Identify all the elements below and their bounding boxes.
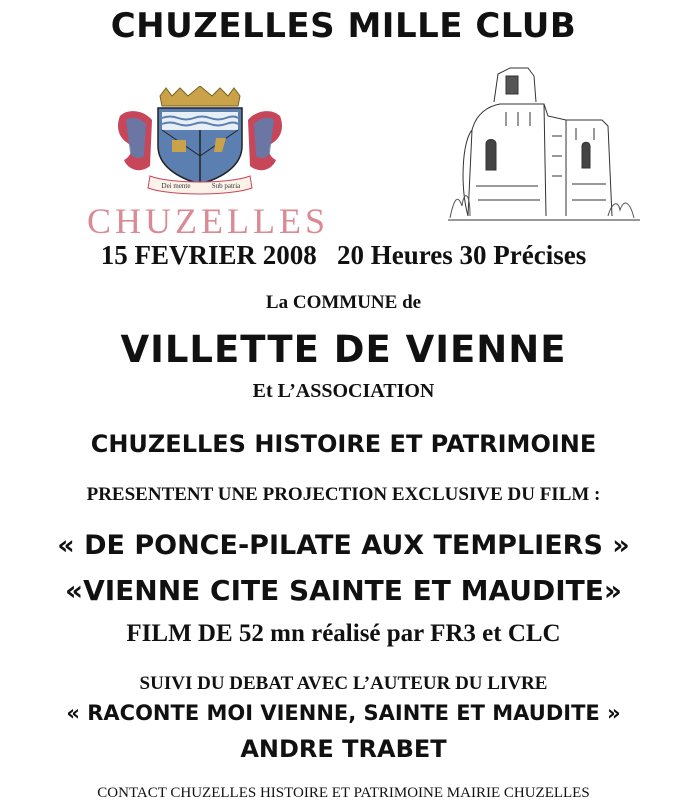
emblem-motto-left: Dei mente [161,182,191,190]
contact-text: CONTACT CHUZELLES HISTOIRE ET PATRIMOINE MAIRIE CHUZELLES [97,785,590,801]
town-name: CHUZELLES [87,201,329,241]
debate-intro: SUIVI DU DEBAT AVEC L’AUTEUR DU LIVRE [139,673,548,694]
presentation-text: PRESENTENT UNE PROJECTION EXCLUSIVE DU FILM : [86,484,601,505]
association-name: CHUZELLES HISTOIRE ET PATRIMOINE [90,430,597,458]
emblem-motto-right: Sub patria [211,182,241,190]
commune-intro: La COMMUNE de [265,292,422,313]
film-title-line-2: «VIENNE CITE SAINTE ET MAUDITE» [64,574,622,607]
author-name: ANDRE TRABET [240,735,447,763]
coat-of-arms-emblem [110,86,290,198]
club-title: CHUZELLES MILLE CLUB [110,6,577,46]
chapel-drawing [448,66,640,226]
event-date-time: 15 FEVRIER 2008 20 Heures 30 Précises [100,240,587,270]
commune-name: VILLETTE DE VIENNE [120,328,567,371]
film-title-line-1: « DE PONCE-PILATE AUX TEMPLIERS » [57,530,630,561]
association-intro: Et L’ASSOCIATION [252,380,435,402]
book-title: « RACONTE MOI VIENNE, SAINTE ET MAUDITE » [66,701,621,725]
film-info: FILM DE 52 mn réalisé par FR3 et CLC [126,620,561,647]
